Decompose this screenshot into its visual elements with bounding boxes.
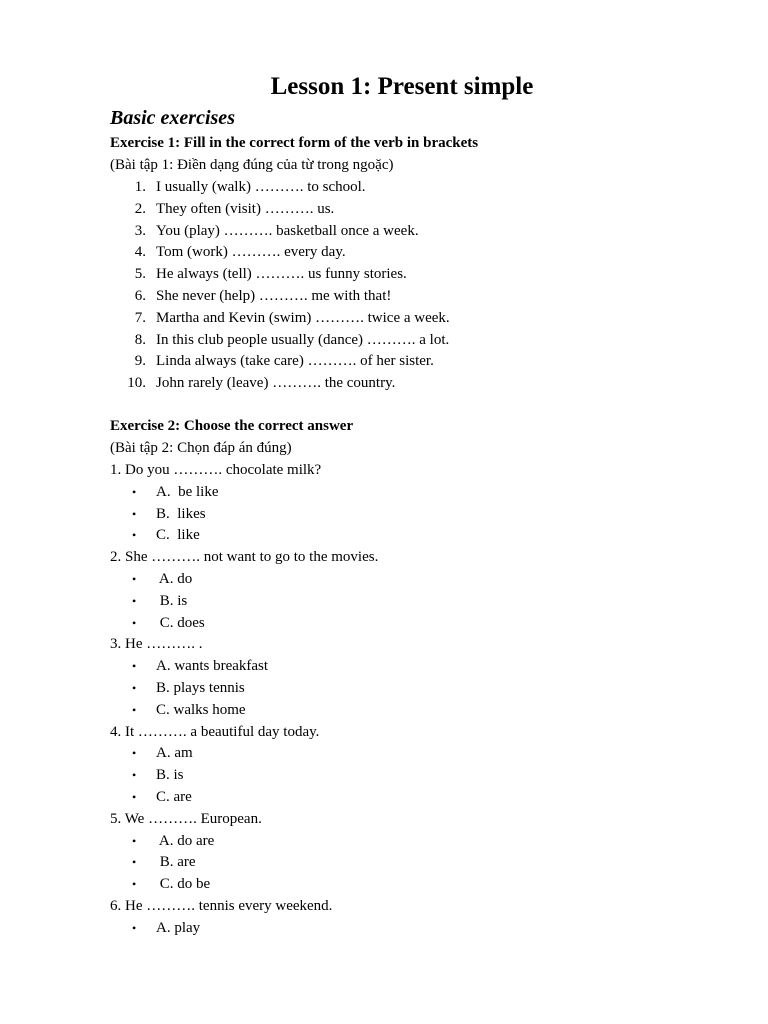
- item-text: You (play) ………. basketball once a week.: [156, 223, 419, 239]
- item-number: 5.: [134, 266, 146, 282]
- item-text: They often (visit) ………. us.: [156, 201, 335, 217]
- bullet-icon: •: [132, 703, 137, 717]
- bullet-icon: •: [132, 659, 137, 673]
- question-text: 1. Do you ………. chocolate milk?: [110, 462, 322, 478]
- item-number: 4.: [134, 244, 146, 260]
- exercise2-translation: (Bài tập 2: Chọn đáp án đúng): [110, 440, 292, 456]
- item-number: 8.: [134, 332, 146, 348]
- bullet-icon: •: [132, 681, 137, 695]
- item-text: She never (help) ………. me with that!: [156, 288, 392, 304]
- option-text: B. plays tennis: [156, 680, 245, 696]
- item-number: 3.: [134, 223, 146, 239]
- item-text: Martha and Kevin (swim) ………. twice a week.: [156, 310, 450, 326]
- option-text: A. am: [156, 745, 193, 761]
- bullet-icon: •: [132, 746, 137, 760]
- item-number: 6.: [134, 288, 146, 304]
- option-text: B. is: [156, 593, 188, 609]
- item-number: 9.: [134, 353, 146, 369]
- item-text: Tom (work) ………. every day.: [156, 244, 346, 260]
- bullet-icon: •: [132, 507, 137, 521]
- bullet-icon: •: [132, 877, 137, 891]
- bullet-icon: •: [132, 834, 137, 848]
- bullet-icon: •: [132, 572, 137, 586]
- section-subtitle: Basic exercises: [110, 107, 235, 129]
- option-text: A. wants breakfast: [156, 658, 269, 674]
- option-text: C. walks home: [156, 702, 246, 718]
- bullet-icon: •: [132, 528, 137, 542]
- item-number: 10.: [127, 375, 146, 391]
- bullet-icon: •: [132, 616, 137, 630]
- bullet-icon: •: [132, 768, 137, 782]
- bullet-icon: •: [132, 594, 137, 608]
- bullet-icon: •: [132, 855, 137, 869]
- question-text: 5. We ………. European.: [110, 811, 262, 827]
- item-text: Linda always (take care) ………. of her sister.: [156, 353, 434, 369]
- exercise1-heading: Exercise 1: Fill in the correct form of the verb in brackets: [110, 135, 479, 151]
- option-text: A. do are: [156, 833, 215, 849]
- question-text: 6. He ………. tennis every weekend.: [110, 898, 333, 914]
- item-number: 2.: [134, 201, 146, 217]
- item-text: I usually (walk) ………. to school.: [156, 179, 366, 195]
- exercise2-heading: Exercise 2: Choose the correct answer: [110, 418, 354, 434]
- item-text: He always (tell) ………. us funny stories.: [156, 266, 407, 282]
- option-text: A. be like: [156, 484, 219, 500]
- page-title: Lesson 1: Present simple: [270, 73, 534, 100]
- item-text: In this club people usually (dance) ………. a lot.: [156, 332, 450, 348]
- question-text: 2. She ………. not want to go to the movies.: [110, 549, 379, 565]
- option-text: C. are: [156, 789, 192, 805]
- option-text: C. like: [156, 527, 200, 543]
- exercise1-translation: (Bài tập 1: Điền dạng đúng của từ trong ngoặc): [110, 157, 394, 173]
- bullet-icon: •: [132, 790, 137, 804]
- option-text: C. do be: [156, 876, 211, 892]
- question-text: 3. He ………. .: [110, 636, 203, 652]
- option-text: B. is: [156, 767, 184, 783]
- option-text: B. likes: [156, 506, 206, 522]
- option-text: C. does: [156, 615, 205, 631]
- item-number: 7.: [134, 310, 146, 326]
- item-number: 1.: [134, 179, 146, 195]
- bullet-icon: •: [132, 485, 137, 499]
- option-text: A. do: [156, 571, 193, 587]
- question-text: 4. It ………. a beautiful day today.: [110, 724, 320, 740]
- bullet-icon: •: [132, 921, 137, 935]
- option-text: A. play: [156, 920, 201, 936]
- item-text: John rarely (leave) ………. the country.: [156, 375, 396, 391]
- option-text: B. are: [156, 854, 196, 870]
